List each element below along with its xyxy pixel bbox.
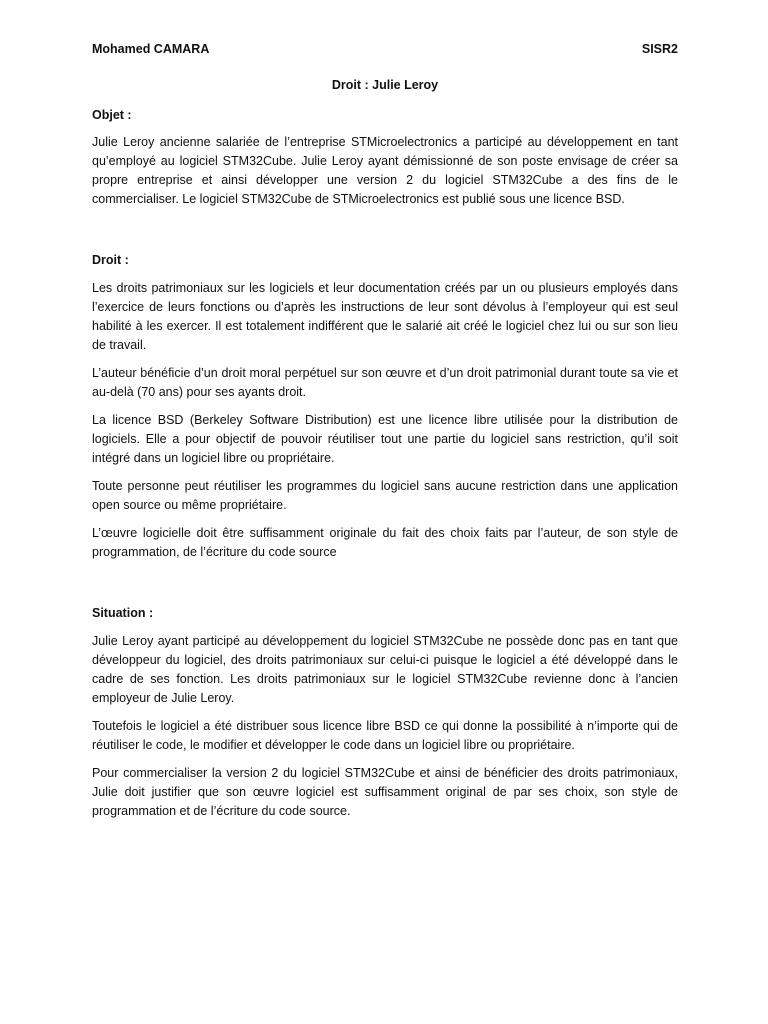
document-page bbox=[92, 40, 678, 821]
document-title: Droit : Julie Leroy bbox=[331, 78, 439, 92]
paragraph-objet-1: Julie Leroy ancienne salariée de l’entreprise STMicroelectronics a participé au développement en tant qu’employé au logiciel STM32Cube. Julie Leroy ayant démissionné de son poste envisage de créer sa propre entreprise et ainsi développer une version 2 du logiciel STM32Cube a des fins de le commercialiser. Le logiciel STM32Cube de STMicroelectronics est publié sous une licence BSD. bbox=[92, 135, 678, 206]
section-heading-situation: Situation : bbox=[92, 606, 154, 620]
paragraph-situation-2: Toutefois le logiciel a été distribuer sous licence libre BSD ce qui donne la possibilité à n’importe qui de réutiliser le code, le modifier et développer le code dans un logiciel libre ou propriétaire. bbox=[92, 719, 678, 752]
paragraph-droit-4: Toute personne peut réutiliser les programmes du logiciel sans aucune restriction dans une application open source ou même propriétaire. bbox=[92, 479, 678, 512]
paragraph-situation-3: Pour commercialiser la version 2 du logiciel STM32Cube et ainsi de bénéficier des droits patrimoniaux, Julie doit justifier que son œuvre logiciel est suffisamment original de par ses choix, son style de programmation et de l’écriture du code source. bbox=[92, 766, 678, 818]
paragraph-droit-3: La licence BSD (Berkeley Software Distribution) est une licence libre utilisée pour la distribution de logiciels. Elle a pour objectif de pouvoir réutiliser tout une partie du logiciel sans restriction, qu’il soit intégré dans un logiciel libre ou propriétaire. bbox=[92, 413, 678, 465]
paragraph-situation-1: Julie Leroy ayant participé au développement du logiciel STM32Cube ne possède donc pas en tant que développeur du logiciel, des droits patrimoniaux sur celui-ci puisque le logiciel a été développé dans le cadre de ses fonction. Les droits patrimoniaux sur le logiciel STM32Cube revienne donc à l’ancien employeur de Julie Leroy. bbox=[92, 634, 678, 705]
paragraph-droit-2: L’auteur bénéficie d’un droit moral perpétuel sur son œuvre et d’un droit patrimonial durant toute sa vie et au-delà (70 ans) pour ses ayants droit. bbox=[92, 366, 678, 399]
document-header bbox=[92, 40, 678, 60]
author-name: Mohamed CAMARA bbox=[92, 42, 210, 56]
section-heading-droit: Droit : bbox=[92, 253, 129, 267]
section-heading-objet: Objet : bbox=[92, 108, 132, 122]
class-label: SISR2 bbox=[641, 42, 678, 56]
paragraph-droit-5: L’œuvre logicielle doit être suffisamment originale du fait des choix faits par l’auteur, de son style de programmation, de l’écriture du code source bbox=[92, 526, 678, 559]
paragraph-droit-1: Les droits patrimoniaux sur les logiciels et leur documentation créés par un ou plusieurs employés dans l’exercice de leurs fonctions ou d’après les instructions de leur sont dévolus à l’employeur qui est seul habilité à les exercer. Il est totalement indifférent que le salarié ait créé le logiciel chez lui ou sur son lieu de travail. bbox=[92, 281, 678, 352]
